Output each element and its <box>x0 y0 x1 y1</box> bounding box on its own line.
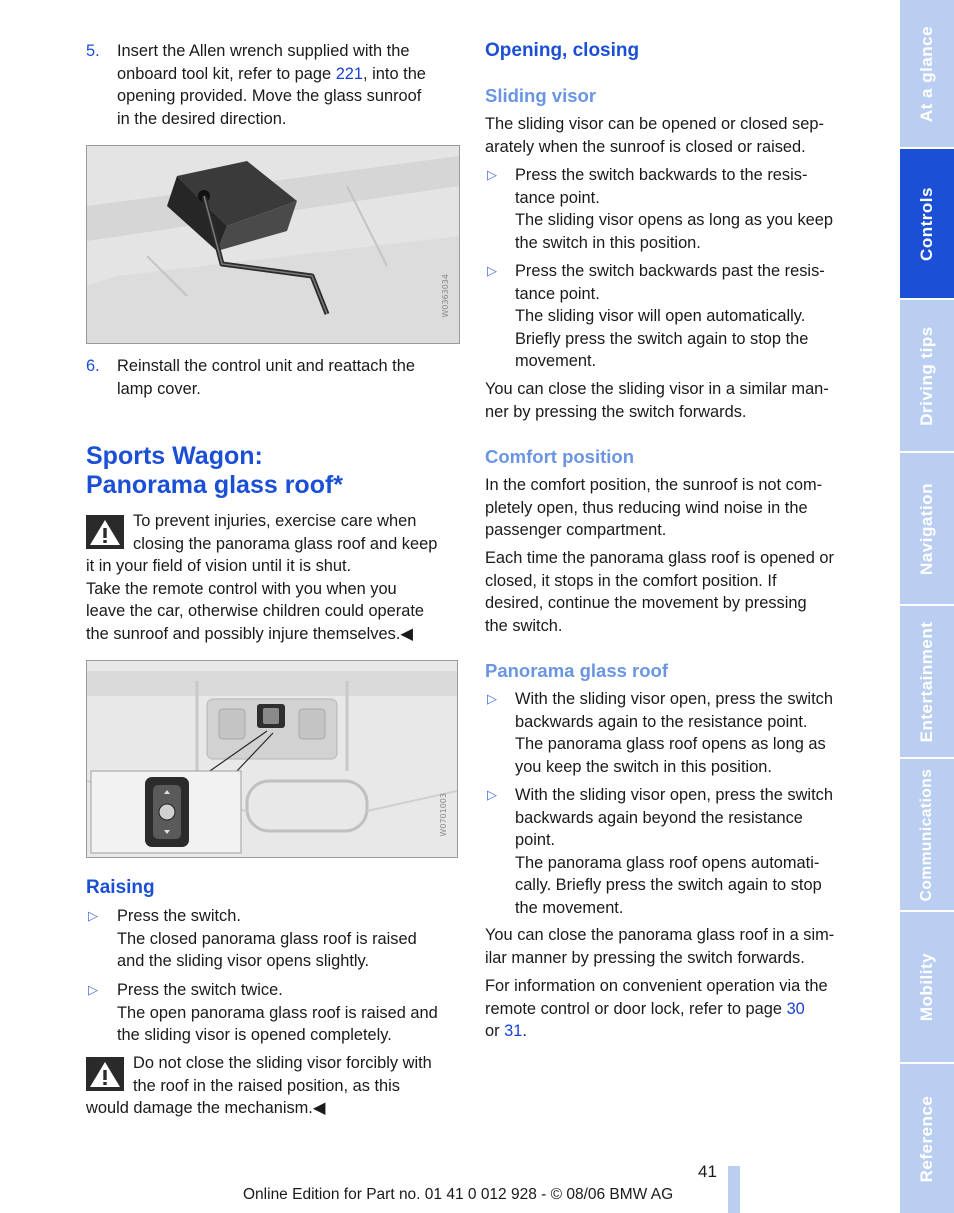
nav-tab-controls[interactable] <box>900 149 954 298</box>
text-line: You can close the sliding visor in a similar man- <box>485 380 829 398</box>
warning-2-head <box>133 1052 463 1097</box>
text-line <box>485 998 865 1021</box>
text-line: In the comfort position, the sunroof is not com- <box>485 476 823 494</box>
text-line: the movement. <box>515 898 624 917</box>
text-line: the switch. <box>485 616 563 635</box>
text-line: pletely open, thus reducing wind noise in the <box>485 498 808 517</box>
text-line: Briefly press the switch again to stop the <box>515 329 809 348</box>
sliding-visor-item-2 <box>515 260 865 373</box>
footer-edition: Online Edition for Part no. 01 41 0 012 928 - © 08/06 BMW AG <box>243 1186 674 1203</box>
text-line: Press the switch backwards past the resis- <box>515 262 825 280</box>
text-line: you keep the switch in this position. <box>515 757 772 776</box>
sliding-visor-intro <box>485 113 865 158</box>
text-line: The sliding visor will open automatically. <box>515 307 806 325</box>
step-5-line <box>117 63 462 86</box>
page-link-30[interactable]: 30 <box>786 999 805 1018</box>
nav-tab-communications[interactable] <box>900 759 954 910</box>
text-line: The sliding visor can be opened or closed sep- <box>485 115 824 133</box>
nav-tab-driving-tips[interactable] <box>900 300 954 451</box>
nav-tab-label: Entertainment <box>916 621 936 742</box>
text-line: ilar manner by pressing the switch forwards. <box>485 948 805 967</box>
nav-tab-mobility[interactable] <box>900 912 954 1062</box>
text-part: . <box>522 1022 527 1040</box>
nav-tab-label: Mobility <box>916 952 936 1022</box>
step-5-text <box>117 40 462 130</box>
step-6-line: Reinstall the control unit and reattach the <box>117 357 415 375</box>
page-link-221[interactable]: 221 <box>335 64 364 83</box>
raising-item-1 <box>117 905 462 973</box>
nav-tab-label: Driving tips <box>916 325 936 426</box>
text-line: backwards again to the resistance point. <box>515 712 808 731</box>
bullet-triangle-icon: ▷ <box>487 787 497 802</box>
sliding-visor-outro <box>485 378 865 423</box>
text-line: point. <box>515 831 556 849</box>
text-part: remote control or door lock, refer to page <box>485 999 787 1018</box>
raising-line: the sliding visor is opened completely. <box>117 1026 392 1044</box>
warning-line: Do not close the sliding visor forcibly with <box>133 1054 432 1072</box>
text-line: The panorama glass roof opens automati- <box>515 853 820 872</box>
panorama-roof-heading: Panorama glass roof <box>485 660 669 681</box>
overhead-switch-figure <box>86 660 458 858</box>
comfort-paragraph-1 <box>485 474 865 542</box>
text-line: the switch in this position. <box>515 233 701 252</box>
page-title <box>86 442 343 500</box>
warning-line: it in your field of vision until it is shut. <box>86 557 352 575</box>
text-line: tance point. <box>515 188 600 207</box>
text-line: desired, continue the movement by pressing <box>485 594 807 612</box>
step-5-line: in the desired direction. <box>117 109 287 128</box>
raising-line: The open panorama glass roof is raised and <box>117 1003 438 1022</box>
nav-tab-reference[interactable] <box>900 1064 954 1213</box>
raising-item-2 <box>117 979 462 1047</box>
raising-line: The closed panorama glass roof is raised <box>117 929 417 948</box>
text-line <box>485 1020 865 1043</box>
step-6-number: 6. <box>86 357 100 375</box>
step-5-number: 5. <box>86 42 100 60</box>
warning-line: the sunroof and possibly injure themselves.◀ <box>86 624 413 643</box>
nav-tab-label: Controls <box>916 186 936 261</box>
text-line: With the sliding visor open, press the switch <box>515 786 833 804</box>
warning-line: To prevent injuries, exercise care when <box>133 512 417 530</box>
nav-tab-at-a-glance[interactable] <box>900 0 954 147</box>
text-line: passenger compartment. <box>485 521 667 539</box>
bullet-triangle-icon: ▷ <box>487 167 497 182</box>
warning-icon <box>86 1057 124 1091</box>
nav-tab-label: Reference <box>916 1095 936 1182</box>
text-line: ner by pressing the switch forwards. <box>485 402 747 421</box>
figure-code: W0701003 <box>438 793 448 837</box>
panorama-item-2 <box>515 784 865 919</box>
page-number: 41 <box>698 1162 717 1181</box>
warning-line: the roof in the raised position, as this <box>133 1076 400 1095</box>
text-line: Press the switch backwards to the resis- <box>515 166 808 184</box>
nav-tab-label: At a glance <box>916 25 936 122</box>
raising-line: Press the switch twice. <box>117 981 283 999</box>
text-line: Each time the panorama glass roof is opened or <box>485 549 834 567</box>
step-5-text-part: onboard tool kit, refer to page <box>117 64 336 83</box>
warning-1-body <box>86 555 466 645</box>
step-6-line: lamp cover. <box>117 379 201 398</box>
figure-code: W0363034 <box>440 274 450 318</box>
nav-tab-navigation[interactable] <box>900 453 954 604</box>
bullet-triangle-icon: ▷ <box>88 908 98 923</box>
sliding-visor-item-1 <box>515 164 865 254</box>
opening-closing-heading: Opening, closing <box>485 40 640 61</box>
text-line: The panorama glass roof opens as long as <box>515 735 826 753</box>
text-line: The sliding visor opens as long as you keep <box>515 211 833 229</box>
panorama-item-1 <box>515 688 865 778</box>
bullet-triangle-icon: ▷ <box>487 263 497 278</box>
text-line: arately when the sunroof is closed or raised. <box>485 137 806 156</box>
raising-line: and the sliding visor opens slightly. <box>117 952 370 970</box>
text-line: With the sliding visor open, press the switch <box>515 690 833 708</box>
text-part: or <box>485 1022 505 1040</box>
step-5-text-part: , into the <box>363 64 426 83</box>
panorama-paragraph-1 <box>485 924 865 969</box>
step-5-line: opening provided. Move the glass sunroof <box>117 87 422 105</box>
text-line: tance point. <box>515 284 600 303</box>
warning-line: would damage the mechanism.◀ <box>86 1099 326 1117</box>
warning-2-body <box>86 1097 466 1120</box>
warning-1-head <box>133 510 463 555</box>
allen-wrench-illustration <box>87 146 459 343</box>
text-line: For information on convenient operation via the <box>485 977 828 995</box>
bullet-triangle-icon: ▷ <box>487 691 497 706</box>
raising-line: Press the switch. <box>117 907 241 925</box>
raising-heading: Raising <box>86 877 155 898</box>
title-line: Sports Wagon: <box>86 442 263 470</box>
warning-line: closing the panorama glass roof and keep <box>133 534 438 553</box>
warning-icon <box>86 515 124 549</box>
overhead-console-illustration <box>87 661 457 857</box>
step-6-text <box>117 355 462 400</box>
panorama-paragraph-2 <box>485 975 865 1043</box>
nav-tab-label: Navigation <box>916 482 936 575</box>
nav-tab-label: Communications <box>917 768 935 901</box>
warning-line: leave the car, otherwise children could operate <box>86 602 425 620</box>
page-link-31[interactable]: 31 <box>504 1022 523 1040</box>
text-line: cally. Briefly press the switch again to stop <box>515 876 822 894</box>
text-line: backwards again beyond the resistance <box>515 808 803 827</box>
sliding-visor-heading: Sliding visor <box>485 85 597 106</box>
bullet-triangle-icon: ▷ <box>88 982 98 997</box>
text-line: movement. <box>515 352 597 370</box>
allen-wrench-figure <box>86 145 460 344</box>
warning-line: Take the remote control with you when you <box>86 579 397 598</box>
step-5-line: Insert the Allen wrench supplied with the <box>117 42 410 60</box>
page-marker-bar <box>728 1166 740 1213</box>
comfort-paragraph-2 <box>485 547 865 637</box>
comfort-position-heading: Comfort position <box>485 446 635 467</box>
title-line: Panorama glass roof* <box>86 471 344 499</box>
text-line: You can close the panorama glass roof in a sim- <box>485 926 835 944</box>
text-line: closed, it stops in the comfort position. If <box>485 571 777 590</box>
nav-tab-entertainment[interactable] <box>900 606 954 757</box>
